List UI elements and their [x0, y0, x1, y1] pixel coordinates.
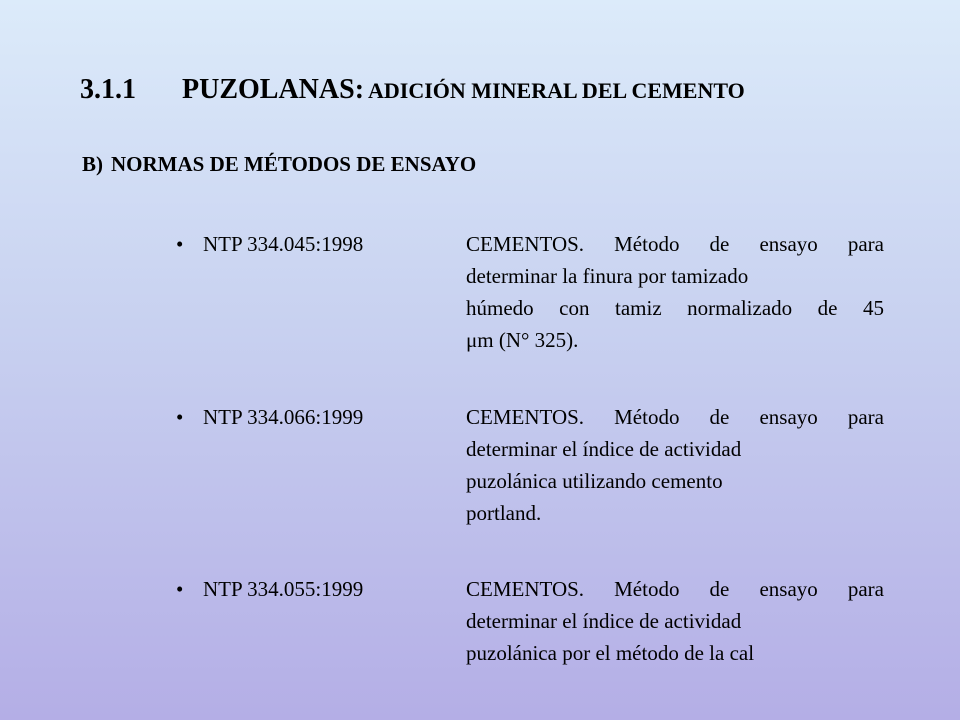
standard-description	[466, 401, 884, 529]
description-line: puzolánica utilizando cemento	[466, 469, 723, 493]
title-main: PUZOLANAS:	[182, 74, 365, 105]
description-line: CEMENTOS. Método de ensayo para	[466, 232, 884, 256]
description-line: puzolánica por el método de la cal	[466, 641, 755, 665]
slide-title	[80, 74, 745, 106]
standard-code: NTP 334.066:1999	[203, 405, 364, 429]
bullet: •	[176, 232, 184, 256]
standard-description	[466, 573, 884, 669]
standard-description	[466, 228, 884, 356]
description-line: portland.	[466, 501, 542, 525]
description-line: μm (N° 325).	[466, 328, 579, 352]
description-line: CEMENTOS. Método de ensayo para	[466, 405, 884, 429]
bullet: •	[176, 405, 184, 429]
title-sub: ADICIÓN MINERAL DEL CEMENTO	[368, 78, 745, 103]
subtitle-text: NORMAS DE MÉTODOS DE ENSAYO	[111, 152, 477, 176]
section-subtitle	[82, 152, 476, 177]
description-line: CEMENTOS. Método de ensayo para	[466, 577, 884, 601]
description-line: determinar el índice de actividad	[466, 437, 742, 461]
description-line: determinar la finura por tamizado	[466, 264, 749, 288]
section-number: 3.1.1	[80, 74, 136, 105]
bullet: •	[176, 577, 184, 601]
subtitle-letter: B)	[82, 152, 103, 176]
description-line: húmedo con tamiz normalizado de 45	[466, 296, 884, 320]
standard-code: NTP 334.045:1998	[203, 232, 364, 256]
standard-code: NTP 334.055:1999	[203, 577, 364, 601]
description-line: determinar el índice de actividad	[466, 609, 742, 633]
